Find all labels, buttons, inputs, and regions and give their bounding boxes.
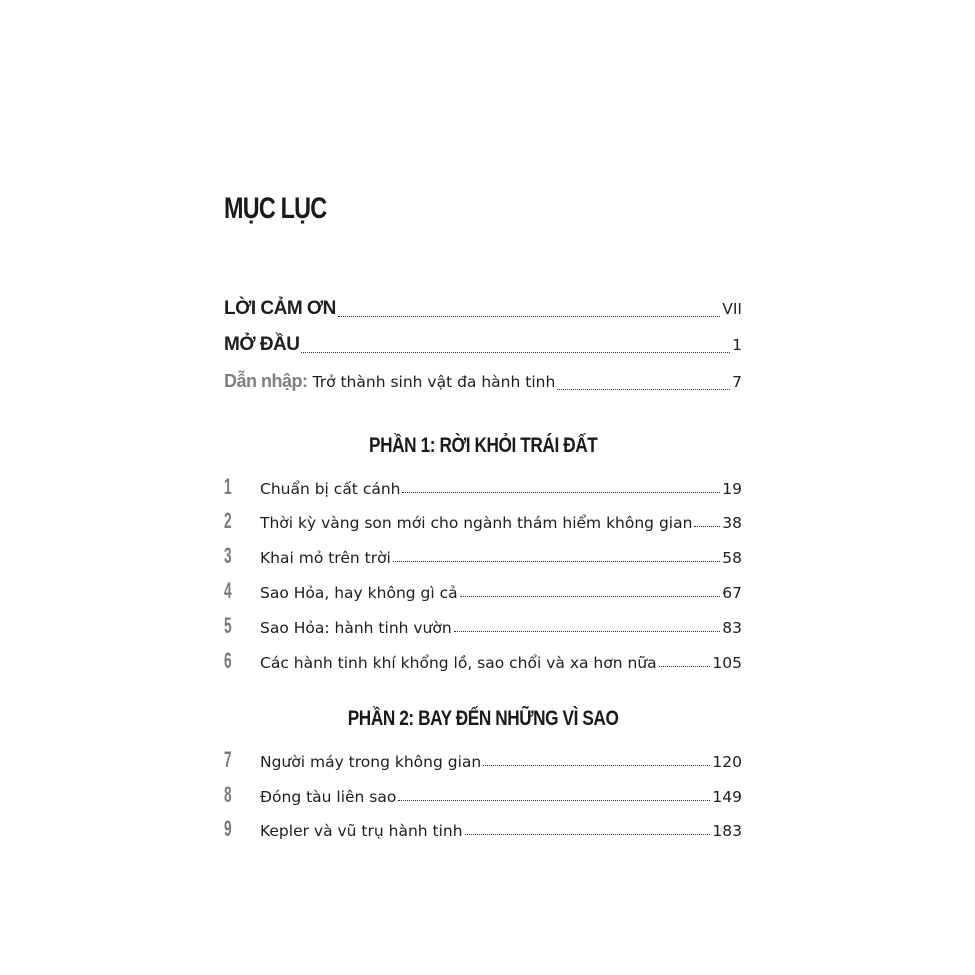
entry-label: Thời kỳ vàng son mới cho ngành thám hiểm không gian <box>260 514 693 532</box>
entry-prefix: Dẫn nhập: <box>224 371 308 391</box>
toc-entry-introduction[interactable] <box>224 334 742 360</box>
dot-leader <box>460 595 721 597</box>
toc-entry-chapter-5[interactable] <box>224 613 742 639</box>
dot-leader <box>483 764 710 766</box>
dot-leader <box>398 799 710 801</box>
entry-page: 120 <box>712 753 742 771</box>
chapter-number: 4 <box>224 578 232 603</box>
toc-entry-chapter-8[interactable] <box>224 782 742 808</box>
chapter-number: 6 <box>224 648 232 673</box>
toc-entry-chapter-2[interactable] <box>224 508 742 534</box>
chapter-number: 5 <box>224 613 232 638</box>
entry-page: 183 <box>712 822 742 840</box>
entry-label: LỜI CẢM ƠN <box>224 298 336 319</box>
entry-page: 58 <box>722 549 742 567</box>
chapter-number: 3 <box>224 543 232 568</box>
part-1-heading: PHẦN 1: RỜI KHỎI TRÁI ĐẤT <box>368 434 598 457</box>
toc-entry-acknowledgements[interactable] <box>224 298 742 324</box>
chapter-number: 7 <box>224 747 232 772</box>
entry-page: 1 <box>732 336 742 354</box>
entry-label: Trở thành sinh vật đa hành tinh <box>312 373 556 391</box>
chapter-number: 8 <box>224 782 232 807</box>
entry-label: Sao Hỏa, hay không gì cả <box>260 584 458 602</box>
entry-page: 83 <box>722 619 742 637</box>
toc-entry-chapter-9[interactable] <box>224 816 742 842</box>
dot-leader <box>659 665 711 667</box>
dot-leader <box>694 525 720 527</box>
entry-page: 67 <box>722 584 742 602</box>
dot-leader <box>338 315 720 317</box>
dot-leader <box>465 833 711 835</box>
entry-label: Kepler và vũ trụ hành tinh <box>260 822 463 840</box>
entry-page: 19 <box>722 480 742 498</box>
entry-page: VII <box>722 300 742 318</box>
page-title: MỤC LỤC <box>224 192 327 225</box>
dot-leader <box>557 388 730 390</box>
entry-label: Đóng tàu liên sao <box>260 788 397 806</box>
entry-page: 38 <box>722 514 742 532</box>
dot-leader <box>301 351 730 353</box>
toc-entry-chapter-7[interactable] <box>224 747 742 773</box>
dot-leader <box>393 560 720 562</box>
entry-label: Các hành tinh khí khổng lồ, sao chổi và xa hơn nữa <box>260 654 657 672</box>
entry-page: 149 <box>712 788 742 806</box>
entry-label: MỞ ĐẦU <box>224 334 300 355</box>
toc-entry-chapter-4[interactable] <box>224 578 742 604</box>
chapter-number: 2 <box>224 508 232 533</box>
entry-label: Chuẩn bị cất cánh <box>260 480 401 498</box>
dot-leader <box>454 630 721 632</box>
toc-entry-preface[interactable] <box>224 371 742 397</box>
entry-label: Người máy trong không gian <box>260 753 482 771</box>
chapter-number: 1 <box>224 474 232 499</box>
part-2-heading: PHẦN 2: BAY ĐẾN NHỮNG VÌ SAO <box>347 707 619 730</box>
chapter-number: 9 <box>224 816 232 841</box>
toc-entry-chapter-3[interactable] <box>224 543 742 569</box>
toc-entry-chapter-6[interactable] <box>224 648 742 674</box>
toc-entry-chapter-1[interactable] <box>224 474 742 500</box>
entry-label: Sao Hỏa: hành tinh vườn <box>260 619 452 637</box>
entry-label: Khai mỏ trên trời <box>260 549 391 567</box>
entry-page: 105 <box>712 654 742 672</box>
dot-leader <box>402 491 720 493</box>
entry-page: 7 <box>732 373 742 391</box>
